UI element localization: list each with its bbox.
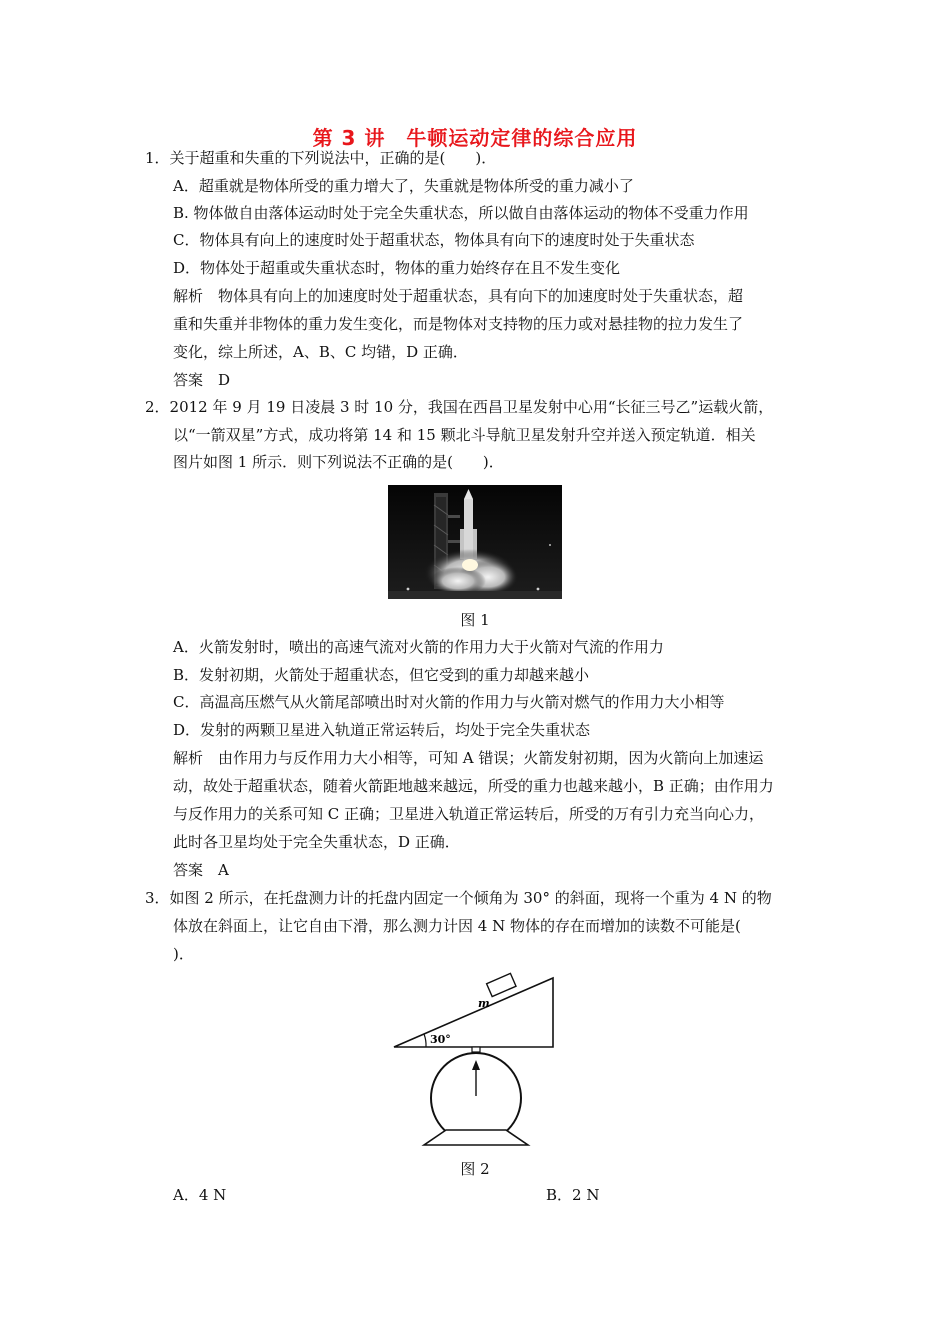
q1-option-d: D．物体处于超重或失重状态时，物体的重力始终存在且不发生变化 — [173, 259, 621, 277]
q3-option-a: A．4 N — [173, 1186, 227, 1204]
q3-stem-line: 体放在斜面上，让它自由下滑，那么测力计因 4 N 物体的存在而增加的读数不可能是( — [173, 917, 741, 935]
q2-analysis-line: 此时各卫星均处于完全失重状态，D 正确． — [173, 833, 460, 851]
q1-option-a: A．超重就是物体所受的重力增大了，失重就是物体所受的重力减小了 — [173, 177, 634, 195]
q2-analysis-line: 与反作用力的关系可知 C 正确；卫星进入轨道正常运转后，所受的万有引力充当向心力， — [173, 805, 765, 823]
rocket-launch-image — [388, 485, 562, 599]
q1-analysis-line: 解析 物体具有向上的加速度时处于超重状态，具有向下的加速度时处于失重状态，超 — [173, 287, 744, 305]
q1-answer: 答案 D — [173, 371, 231, 389]
page-title: 第 3 讲 牛顿运动定律的综合应用 — [312, 126, 638, 150]
q2-analysis-line: 动，故处于超重状态，随着火箭距地越来越远，所受的重力也越来越小，B 正确；由作用力 — [173, 777, 774, 795]
q2-answer: 答案 A — [173, 861, 229, 879]
q2-option-c: C．高温高压燃气从火箭尾部喷出时对火箭的作用力与火箭对燃气的作用力大小相等 — [173, 693, 725, 711]
scale-base — [424, 1130, 528, 1145]
q1-stem: 1．关于超重和失重的下列说法中，正确的是( )． — [145, 149, 497, 167]
block — [487, 973, 516, 996]
q2-stem-line: 2．2012 年 9 月 19 日凌晨 3 时 10 分，我国在西昌卫星发射中心用“长征三号乙”运载火箭， — [145, 398, 774, 416]
figure-1-caption: 图 1 — [460, 611, 490, 629]
q1-analysis-line: 重和失重并非物体的重力发生变化，而是物体对支持物的压力或对悬挂物的拉力发生了 — [173, 315, 744, 333]
q2-stem-line: 图片如图 1 所示．则下列说法不正确的是( )． — [173, 453, 504, 471]
q2-option-a: A．火箭发射时，喷出的高速气流对火箭的作用力大于火箭对气流的作用力 — [173, 638, 664, 656]
q2-option-d: D．发射的两颗卫星进入轨道正常运转后，均处于完全失重状态 — [173, 721, 591, 739]
scale-incline-diagram — [388, 970, 563, 1156]
q2-analysis-line: 解析 由作用力与反作用力大小相等，可知 A 错误；火箭发射初期，因为火箭向上加速运 — [173, 749, 764, 767]
figure-2-caption: 图 2 — [460, 1160, 490, 1178]
q2-option-b: B．发射初期，火箭处于超重状态，但它受到的重力却越来越小 — [173, 666, 590, 684]
q3-stem-line: 3．如图 2 所示，在托盘测力计的托盘内固定一个倾角为 30° 的斜面，现将一个重为 4 N 的物 — [145, 889, 772, 907]
q1-option-b: B. 物体做自由落体运动时处于完全失重状态，所以做自由落体运动的物体不受重力作用 — [173, 204, 749, 222]
incline — [394, 978, 553, 1047]
q2-stem-line: 以“一箭双星”方式，成功将第 14 和 15 颗北斗导航卫星发射升空并送入预定轨道．相关 — [173, 426, 756, 444]
q3-stem-line: )． — [173, 945, 194, 963]
tray-stem — [472, 1047, 480, 1052]
diagram-svg — [388, 970, 563, 1152]
mass-label: m — [478, 997, 490, 1010]
q3-option-b: B．2 N — [546, 1186, 600, 1204]
q1-analysis-line: 变化，综上所述，A、B、C 均错，D 正确． — [173, 343, 468, 361]
rocket-launch-photo — [388, 485, 562, 599]
angle-label: 30° — [430, 1033, 451, 1046]
q1-option-c: C．物体具有向上的速度时处于超重状态，物体具有向下的速度时处于失重状态 — [173, 231, 695, 249]
